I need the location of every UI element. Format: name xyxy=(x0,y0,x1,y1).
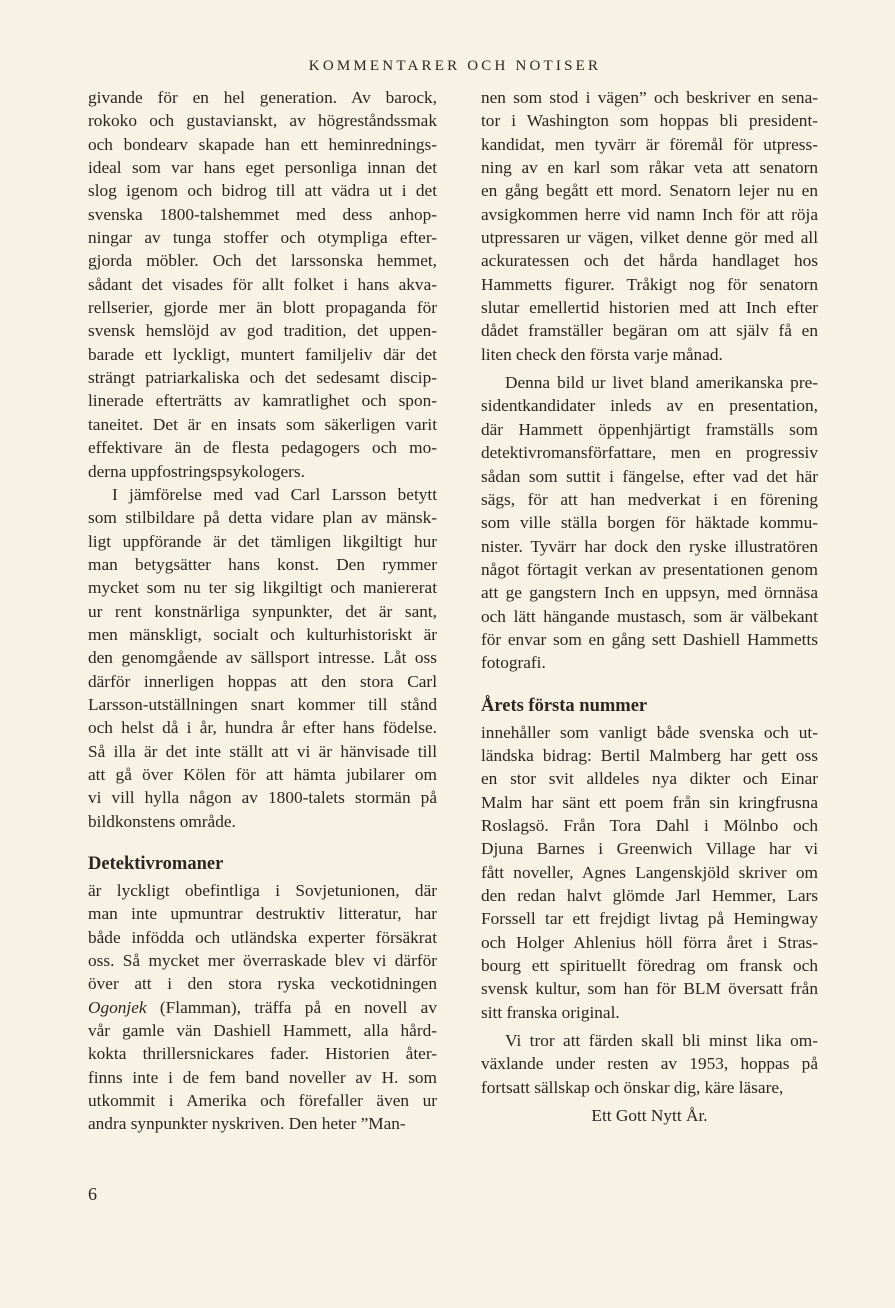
text-line: innehåller som vanligt både svenska och ut- xyxy=(481,722,818,742)
text-line: vi vill hylla någon av 1800-talets stormän på xyxy=(88,788,437,808)
text-line: man betygsätter hans konst. Den rymmer xyxy=(88,554,437,574)
text-line: taneitet. Det är en insats som säkerligen varit xyxy=(88,414,437,434)
paragraph xyxy=(88,483,437,833)
text-line: svensk hemslöjd av god tradition, det uppen- xyxy=(88,321,437,341)
text-line: sidentkandidater inleds av en presentation, xyxy=(481,396,818,416)
text-line: att gå över Kölen för att hämta jubilarer om xyxy=(88,764,437,784)
text-line: svensk kultur, som han för BLM översatt från xyxy=(481,979,818,999)
text-line: den redan halvt glömde Jarl Hemmer, Lars xyxy=(481,886,818,905)
text-line: detektivromansförfattare, men en progressiv xyxy=(481,443,818,463)
text-line: sådant det visades för allt folket i hans akva- xyxy=(88,274,437,294)
paragraph xyxy=(481,1029,818,1099)
text-line: nister. Tyvärr har dock den ryske illustratören xyxy=(481,536,818,556)
text-line: liten check den första varje månad. xyxy=(481,344,723,364)
text-line: andra synpunkter nyskriven. Den heter ”Man- xyxy=(88,1114,406,1134)
text-line: sådan som suttit i fängelse, efter vad det här xyxy=(481,466,818,486)
text-line: Ogonjek (Flamman), träffa på en novell av xyxy=(88,997,437,1017)
text-line: ningar av tunga stoffer och otympliga efter- xyxy=(88,228,437,248)
text-line: men mänskligt, socialt och kulturhistoriskt är xyxy=(88,624,437,644)
closing-line: Ett Gott Nytt År. xyxy=(591,1106,708,1126)
text-line: tor i Washington som hoppas bli president- xyxy=(481,111,818,131)
text-line: ning av en karl som råkar veta att senatorn xyxy=(481,158,818,178)
page-number: 6 xyxy=(88,1184,97,1204)
text-line: därför innerligen hoppas att den stora Carl xyxy=(88,671,437,691)
paragraph xyxy=(481,86,818,366)
text-line: utkommit i Amerika och förefaller även ur xyxy=(88,1091,437,1111)
text-line: fortsatt sällskap och önskar dig, käre läsare, xyxy=(481,1077,784,1097)
text-line: Forssell tar ett frejdigt livtag på Hemingway xyxy=(481,909,818,929)
paragraph xyxy=(88,86,437,483)
text-line: kokta thrillersnickares fader. Historien åter- xyxy=(88,1044,437,1064)
text-line: bourg ett spirituellt föredrag om fransk och xyxy=(481,956,818,976)
text-line: slutar emellertid historien med att Inch efter xyxy=(481,298,818,318)
text-line: ideal som var hans eget personliga innan det xyxy=(88,158,437,178)
text-line: fotografi. xyxy=(481,653,546,673)
paragraph xyxy=(481,721,818,1024)
text-line: rokoko och gustavianskt, av högreståndssmak xyxy=(88,111,437,131)
text-line: derna uppfostringspsykologers. xyxy=(88,461,305,481)
magazine-title: Ogonjek xyxy=(88,997,147,1017)
text-line: utpressaren ur vägen, vilket denne gör med all xyxy=(481,228,818,248)
paragraph xyxy=(481,371,818,674)
text-line: oss. Så mycket mer överraskade blev vi därför xyxy=(88,951,437,971)
text-line: fått noveller, Agnes Langenskjöld skriver om xyxy=(481,862,818,882)
text-line: Djuna Barnes i Greenwich Village har vi xyxy=(481,839,818,859)
text-line: en gång begått ett mord. Senatorn lejer nu en xyxy=(481,181,818,201)
section-heading: Årets första nummer xyxy=(481,695,648,716)
text-line: och helst då i år, hundra år efter hans födelse. xyxy=(88,718,437,738)
left-column xyxy=(88,86,437,1136)
text-line: den genomgående av sällsport intresse. Låt oss xyxy=(88,648,437,668)
text-line: rellserier, gjorde mer än blott propaganda för xyxy=(88,298,437,318)
text-line: som ville ställa borgen för häktade kommu- xyxy=(481,513,818,533)
right-column xyxy=(481,86,818,1127)
text-line: ländska bidrag: Bertil Malmberg har gett oss xyxy=(481,745,818,765)
text-line: I jämförelse med vad Carl Larsson betytt xyxy=(112,484,437,504)
text-line: ur rent konstnärliga synpunkter, det är sant, xyxy=(88,601,437,621)
text-line: svenska 1800-talshemmet med dess anhop- xyxy=(88,204,437,224)
text-line: både infödda och utländska experter försäkrat xyxy=(88,927,437,947)
text-line: och lätt hängande mustasch, som är välbekant xyxy=(481,606,818,626)
section-heading: Detektivromaner xyxy=(88,854,224,874)
running-header: KOMMENTARER OCH NOTISER xyxy=(308,58,602,74)
text-line: ackuratessen och det hårda handlaget hos xyxy=(481,251,818,271)
text-line: sitt franska original. xyxy=(481,1002,620,1022)
text-line: effektivare än de flesta pedagogers och mo- xyxy=(88,438,437,458)
text-line: barade ett lyckligt, muntert familjeliv där det xyxy=(88,344,437,364)
text-line: sägs, för att han medverkat i en förening xyxy=(481,489,818,509)
text-line: en stor svit alldeles nya dikter och Einar xyxy=(481,769,818,789)
text-line: nen som stod i vägen” och beskriver en sena- xyxy=(481,88,818,107)
text-line: och Holger Ahlenius höll förra året i Stras- xyxy=(481,932,818,952)
text-line: givande för en hel generation. Av barock, xyxy=(88,88,437,107)
text-line: för envar som en gång sett Dashiell Hammetts xyxy=(481,629,818,649)
text-line: mycket som nu ter sig likgiltigt och maniererat xyxy=(88,578,437,598)
text-line: är lyckligt obefintliga i Sovjetunionen, där xyxy=(88,881,437,900)
text-line: något förtagit verkan av presentationen genom xyxy=(481,559,818,579)
text-line: Larsson-utställningen snart kommer till stånd xyxy=(88,694,437,714)
text-line: kandidat, men tyvärr är föremål för utpress- xyxy=(481,134,818,154)
text-line: bildkonstens område. xyxy=(88,811,236,831)
text-line: vår gamle vän Dashiell Hammett, alla hård- xyxy=(88,1021,437,1041)
text-line: Denna bild ur livet bland amerikanska pre- xyxy=(505,373,818,393)
text-line: växlande under resten av 1953, hoppas på xyxy=(481,1054,818,1074)
text-line: där Hammett öppenhjärtigt framställs som xyxy=(481,419,818,439)
text-line: gjorda möbler. Och det larssonska hemmet, xyxy=(88,251,437,271)
text-line: man inte upmuntrar destruktiv litteratur, har xyxy=(88,904,437,924)
text-line: avsigkommen herre vid namn Inch för att röja xyxy=(481,204,818,224)
text-line: och bondearv skapade han ett heminrednings- xyxy=(88,134,437,154)
text-line: att ge gangstern Inch en uppsyn, med örnnäsa xyxy=(481,583,818,603)
text-line: strängt patriarkaliska och det sedesamt discip- xyxy=(88,368,437,388)
text-line: Hammetts figurer. Tråkigt nog för senatorn xyxy=(481,274,818,294)
text-line: Vi tror att färden skall bli minst lika om- xyxy=(505,1031,818,1051)
text-line: Roslagsö. Från Tora Dahl i Mölnbo och xyxy=(481,815,818,835)
text-line: Så illa är det inte ställt att vi är hänvisade till xyxy=(88,741,437,761)
text-line: finns inte i de fem band noveller av H. som xyxy=(88,1067,437,1087)
text-line: över att i den stora ryska veckotidningen xyxy=(88,974,437,994)
paragraph xyxy=(88,879,437,1136)
text-line: ligt uppförande är det tämligen likgiltigt hur xyxy=(88,531,437,551)
text-line: linerade efterträtts av kamratlighet och spon- xyxy=(88,391,437,411)
text-line: dådet framställer begäran om att själv få en xyxy=(481,321,818,341)
text-line: Malm har sänt ett poem från sin kringfrusna xyxy=(481,792,818,812)
text-line: som stilbildare på detta vidare plan av mänsk- xyxy=(88,508,437,528)
text-line: slog igenom och bidrog till att vädra ut i det xyxy=(88,181,437,201)
